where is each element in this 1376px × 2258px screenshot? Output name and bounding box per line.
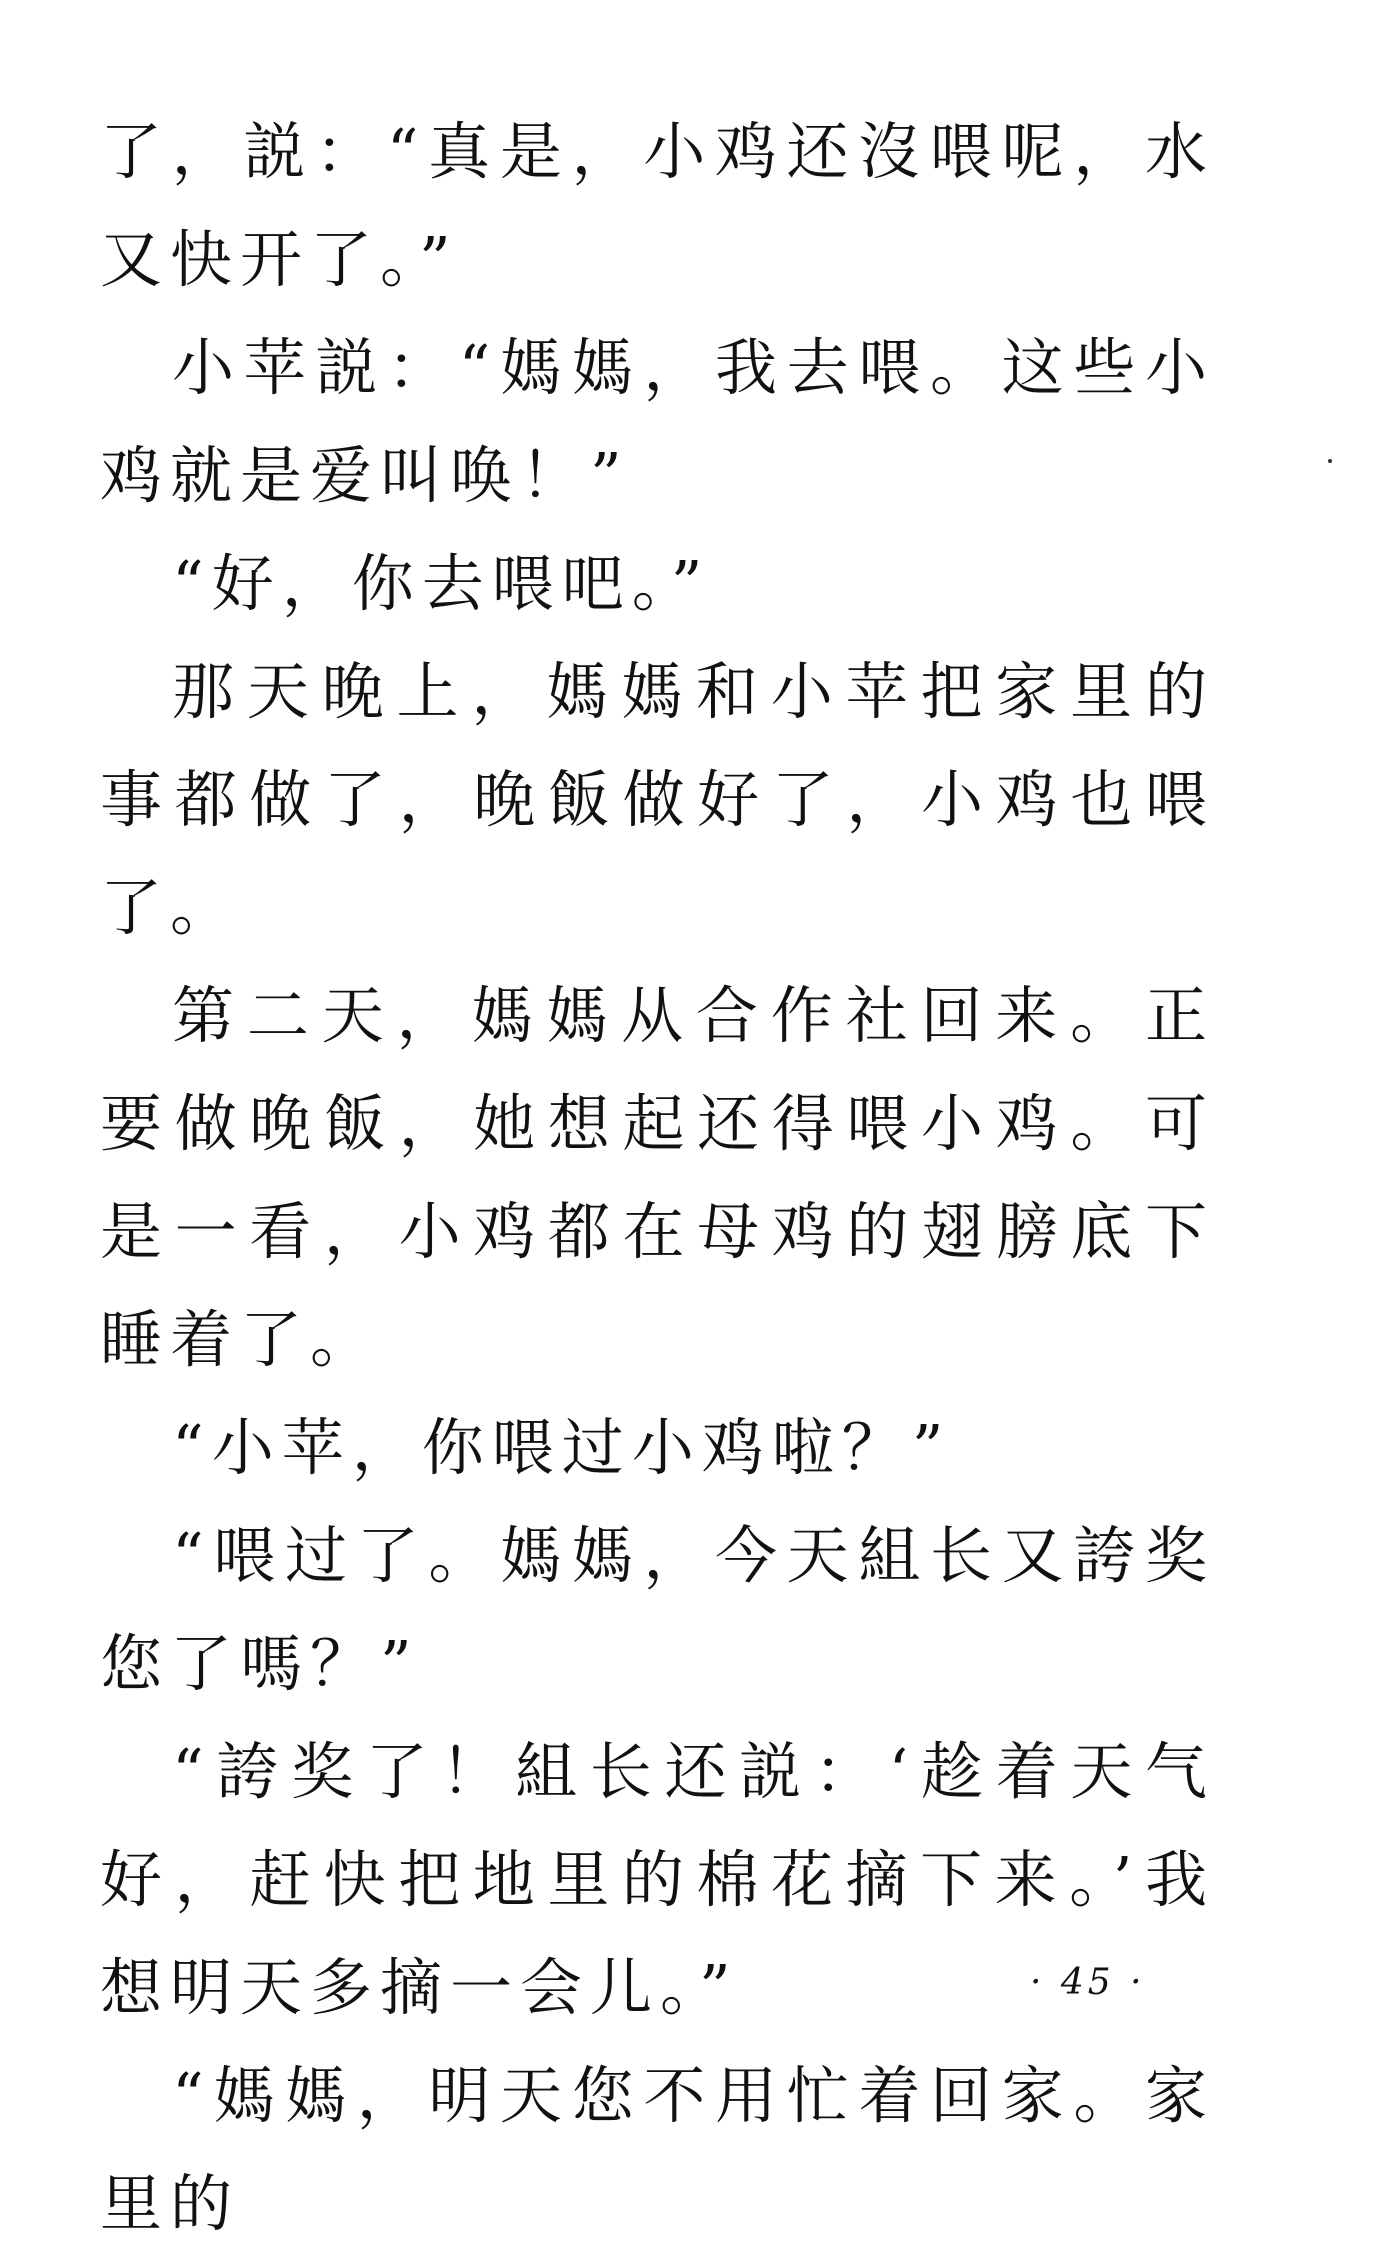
paragraph-8: “誇奖了！組长还説：‘趁着天气好，赶快把地里的棉花摘下来。’我想明天多摘一会儿。” — [100, 1735, 1215, 2024]
paragraph-6: “小苹，你喂过小鸡啦？” — [172, 1411, 952, 1484]
paragraph-3: “好，你去喂吧。” — [172, 547, 711, 620]
page-number: · 45 · — [1030, 1962, 1146, 2003]
scan-speck — [1328, 459, 1332, 463]
paragraph-5: 第二天，媽媽从合作社回来。正要做晚飯，她想起还得喂小鸡。可是一看，小鸡都在母鸡的翅膀底下睡着了。 — [100, 979, 1215, 1376]
paragraph-1: 了，説：“真是，小鸡还沒喂呢，水又快开了。” — [100, 115, 1215, 296]
paragraph-9: “媽媽，明天您不用忙着回家。家里的 — [100, 2059, 1215, 2240]
paragraph-7: “喂过了。媽媽，今天組长又誇奖您了嗎？” — [100, 1519, 1215, 1700]
body-text — [100, 98, 1215, 2258]
paragraph-4: 那天晚上，媽媽和小苹把家里的事都做了，晚飯做好了，小鸡也喂了。 — [100, 655, 1215, 944]
paragraph-2: 小苹説：“媽媽，我去喂。这些小鸡就是爱叫唤！” — [100, 331, 1215, 512]
